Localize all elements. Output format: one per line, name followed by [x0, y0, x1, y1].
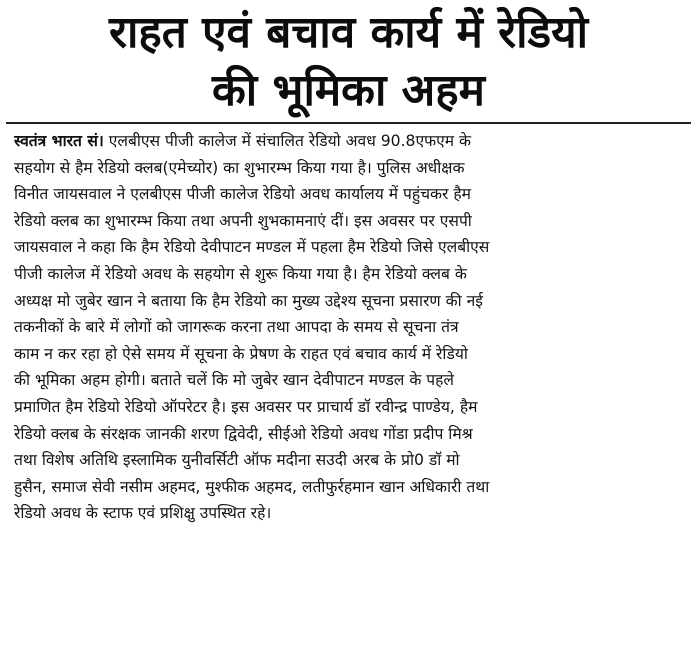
body-line: की भूमिका अहम होगी। बताते चलें कि मो जुबेर खान देवीपाटन मण्डल के पहले [14, 371, 454, 390]
body-line: रेडियो क्लब का शुभारम्भ किया तथा अपनी शुभकामनाएं दीं। इस अवसर पर एसपी [14, 211, 472, 230]
body-line: जायसवाल ने कहा कि हैम रेडियो देवीपाटन मण्डल में पहला हैम रेडियो जिसे एलबीएस [14, 238, 490, 257]
body-line: सहयोग से हैम रेडियो क्लब(एमेच्योर) का शुभारम्भ किया गया है। पुलिस अधीक्षक [14, 158, 465, 177]
body-line: विनीत जायसवाल ने एलबीएस पीजी कालेज रेडियो अवध कार्यालय में पहुंचकर हैम [14, 185, 471, 204]
headline-line-1: राहत एवं बचाव कार्य में रेडियो [108, 7, 588, 58]
body-line: प्रमाणित हैम रेडियो रेडियो ऑपरेटर है। इस अवसर पर प्राचार्य डॉ रवीन्द्र पाण्डेय, हैम [14, 397, 478, 416]
body-line [14, 128, 689, 155]
body-line: तथा विशेष अतिथि इस्लामिक युनीवर्सिटी ऑफ मदीना सउदी अरब के प्रो0 डॉ मो [14, 451, 460, 470]
article-body [0, 124, 697, 527]
body-line-text: एलबीएस पीजी कालेज में संचालित रेडियो अवध 90.8एफएम के [103, 132, 472, 150]
body-line: हुसैन, समाज सेवी नसीम अहमद, मुश्फीक अहमद, लतीफुर्रहमान खान अधिकारी तथा [14, 477, 490, 496]
headline [0, 0, 697, 120]
body-line: रेडियो क्लब के संरक्षक जानकी शरण द्विवेदी, सीईओ रेडियो अवध गोंडा प्रदीप मिश्र [14, 424, 473, 443]
dateline: स्वतंत्र भारत सं। [14, 132, 104, 150]
headline-line-2: की भूमिका अहम [212, 65, 485, 116]
body-line: पीजी कालेज में रेडियो अवध के सहयोग से शुरू किया गया है। हैम रेडियो क्लब के [14, 264, 467, 283]
body-line: रेडियो अवध के स्टाफ एवं प्रशिक्षु उपस्थित रहे। [14, 504, 272, 523]
body-line: तकनीकों के बारे में लोगों को जागरूक करना तथा आपदा के समय से सूचना तंत्र [14, 318, 459, 337]
body-line: काम न कर रहा हो ऐसे समय में सूचना के प्रेषण के राहत एवं बचाव कार्य में रेडियो [14, 344, 468, 363]
body-line: अध्यक्ष मो जुबेर खान ने बताया कि हैम रेडियो का मुख्य उद्देश्य सूचना प्रसारण की नई [14, 291, 483, 310]
